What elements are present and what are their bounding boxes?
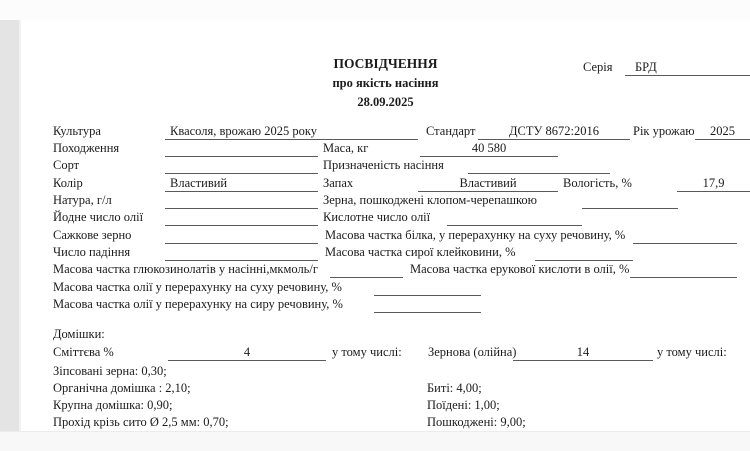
value-kleikovyna — [535, 245, 633, 261]
document-title: ПОСВІДЧЕННЯ — [333, 56, 438, 71]
document-subtitle: про якість насіння — [332, 76, 439, 90]
value-kolir: Властивий — [165, 176, 318, 192]
label-pokhodzhennya: Походження — [53, 141, 120, 155]
value-standart: ДСТУ 8672:2016 — [478, 124, 630, 140]
value-oliya-sukha — [374, 280, 481, 296]
series-label: Серія — [583, 60, 613, 74]
label-oliya-sukha: Масова частка олії у перерахунку на суху речовину, % — [53, 280, 342, 294]
label-sazhkove-zerno: Сажкове зерно — [53, 228, 132, 242]
label-smittieva: Сміттєва % — [53, 345, 114, 359]
label-masa: Маса, кг — [323, 141, 369, 155]
document-date: 28.09.2025 — [357, 95, 414, 109]
admixture-item-poshkodzheni: Пошкоджені: 9,00; — [427, 415, 526, 429]
label-natura: Натура, г/л — [53, 193, 112, 207]
value-sazhkove-zerno — [165, 228, 318, 244]
value-hlyukozynolaty — [330, 262, 403, 278]
value-chyslo-padinnya — [165, 245, 318, 261]
value-kyslotne-chyslo — [447, 210, 582, 226]
admixture-item-krupna: Крупна домішка: 0,90; — [53, 398, 173, 412]
value-sort — [165, 158, 318, 174]
series-value: БРД — [625, 60, 750, 76]
admixture-item-zipsovani: Зіпсовані зерна: 0,30; — [53, 364, 167, 378]
value-zerna-poshkodzheni — [582, 193, 678, 209]
label-zapakh: Запах — [323, 176, 354, 190]
value-smittieva: 4 — [168, 345, 326, 361]
admixtures-heading: Домішки: — [53, 327, 105, 341]
value-oliya-syra — [374, 297, 481, 313]
admixture-item-prokhid: Прохід крізь сито Ø 2,5 мм: 0,70; — [53, 415, 229, 429]
value-kultura: Квасоля, врожаю 2025 року — [165, 124, 418, 140]
label-chyslo-padinnya: Число падіння — [53, 245, 131, 259]
label-bilok: Масова частка білка, у перерахунку на суху речовину, % — [325, 228, 626, 242]
label-erukova: Масова частка ерукової кислоти в олії, % — [410, 262, 630, 276]
label-kyslotne-chyslo: Кислотне число олії — [323, 210, 431, 224]
including-label-1: у тому числі: — [332, 345, 402, 359]
admixture-item-byti: Биті: 4,00; — [427, 381, 482, 395]
label-hlyukozynolaty: Масова частка глюкозинолатів у насінні,мкмоль/г — [53, 262, 318, 276]
including-label-2: у тому числі: — [657, 345, 727, 359]
label-zerna-poshkodzheni: Зерна, пошкоджені клопом-черепашкою — [323, 193, 537, 207]
value-yodne-chyslo — [165, 210, 318, 226]
value-pokhodzhennya — [165, 141, 318, 157]
value-zapakh: Властивий — [418, 176, 558, 192]
label-oliya-syra: Масова частка олії у перерахунку на сиру речовину, % — [53, 297, 343, 311]
label-kolir: Колір — [53, 176, 83, 190]
label-zernova: Зернова (олійна) — [428, 345, 517, 359]
value-natura — [165, 193, 318, 209]
label-standart: Стандарт — [426, 124, 476, 138]
value-volohist: 17,9 — [677, 176, 750, 192]
viewer-top-margin — [0, 0, 750, 21]
value-erukova — [630, 262, 737, 278]
label-volohist: Вологість, % — [563, 176, 632, 190]
label-kultura: Культура — [53, 124, 101, 138]
viewer-bottom-margin — [0, 431, 750, 451]
admixture-item-poyideni: Поїдені: 1,00; — [427, 398, 500, 412]
value-rik-urozhayu: 2025 — [695, 124, 750, 140]
label-kleikovyna: Масова частка сирої клейковини, % — [325, 245, 516, 259]
label-rik-urozhayu: Рік урожаю — [633, 124, 695, 138]
value-zernova: 14 — [513, 345, 653, 361]
admixture-item-orhanichna: Органічна домішка : 2,10; — [53, 381, 191, 395]
value-masa: 40 580 — [420, 141, 558, 157]
viewer-left-margin — [0, 20, 21, 431]
value-bilok — [633, 228, 737, 244]
label-pryznachenist: Призначеність насіння — [323, 158, 444, 172]
label-sort: Сорт — [53, 158, 80, 172]
value-pryznachenist — [468, 158, 610, 174]
certificate-page — [21, 20, 750, 431]
label-yodne-chyslo: Йодне число олії — [53, 210, 144, 224]
